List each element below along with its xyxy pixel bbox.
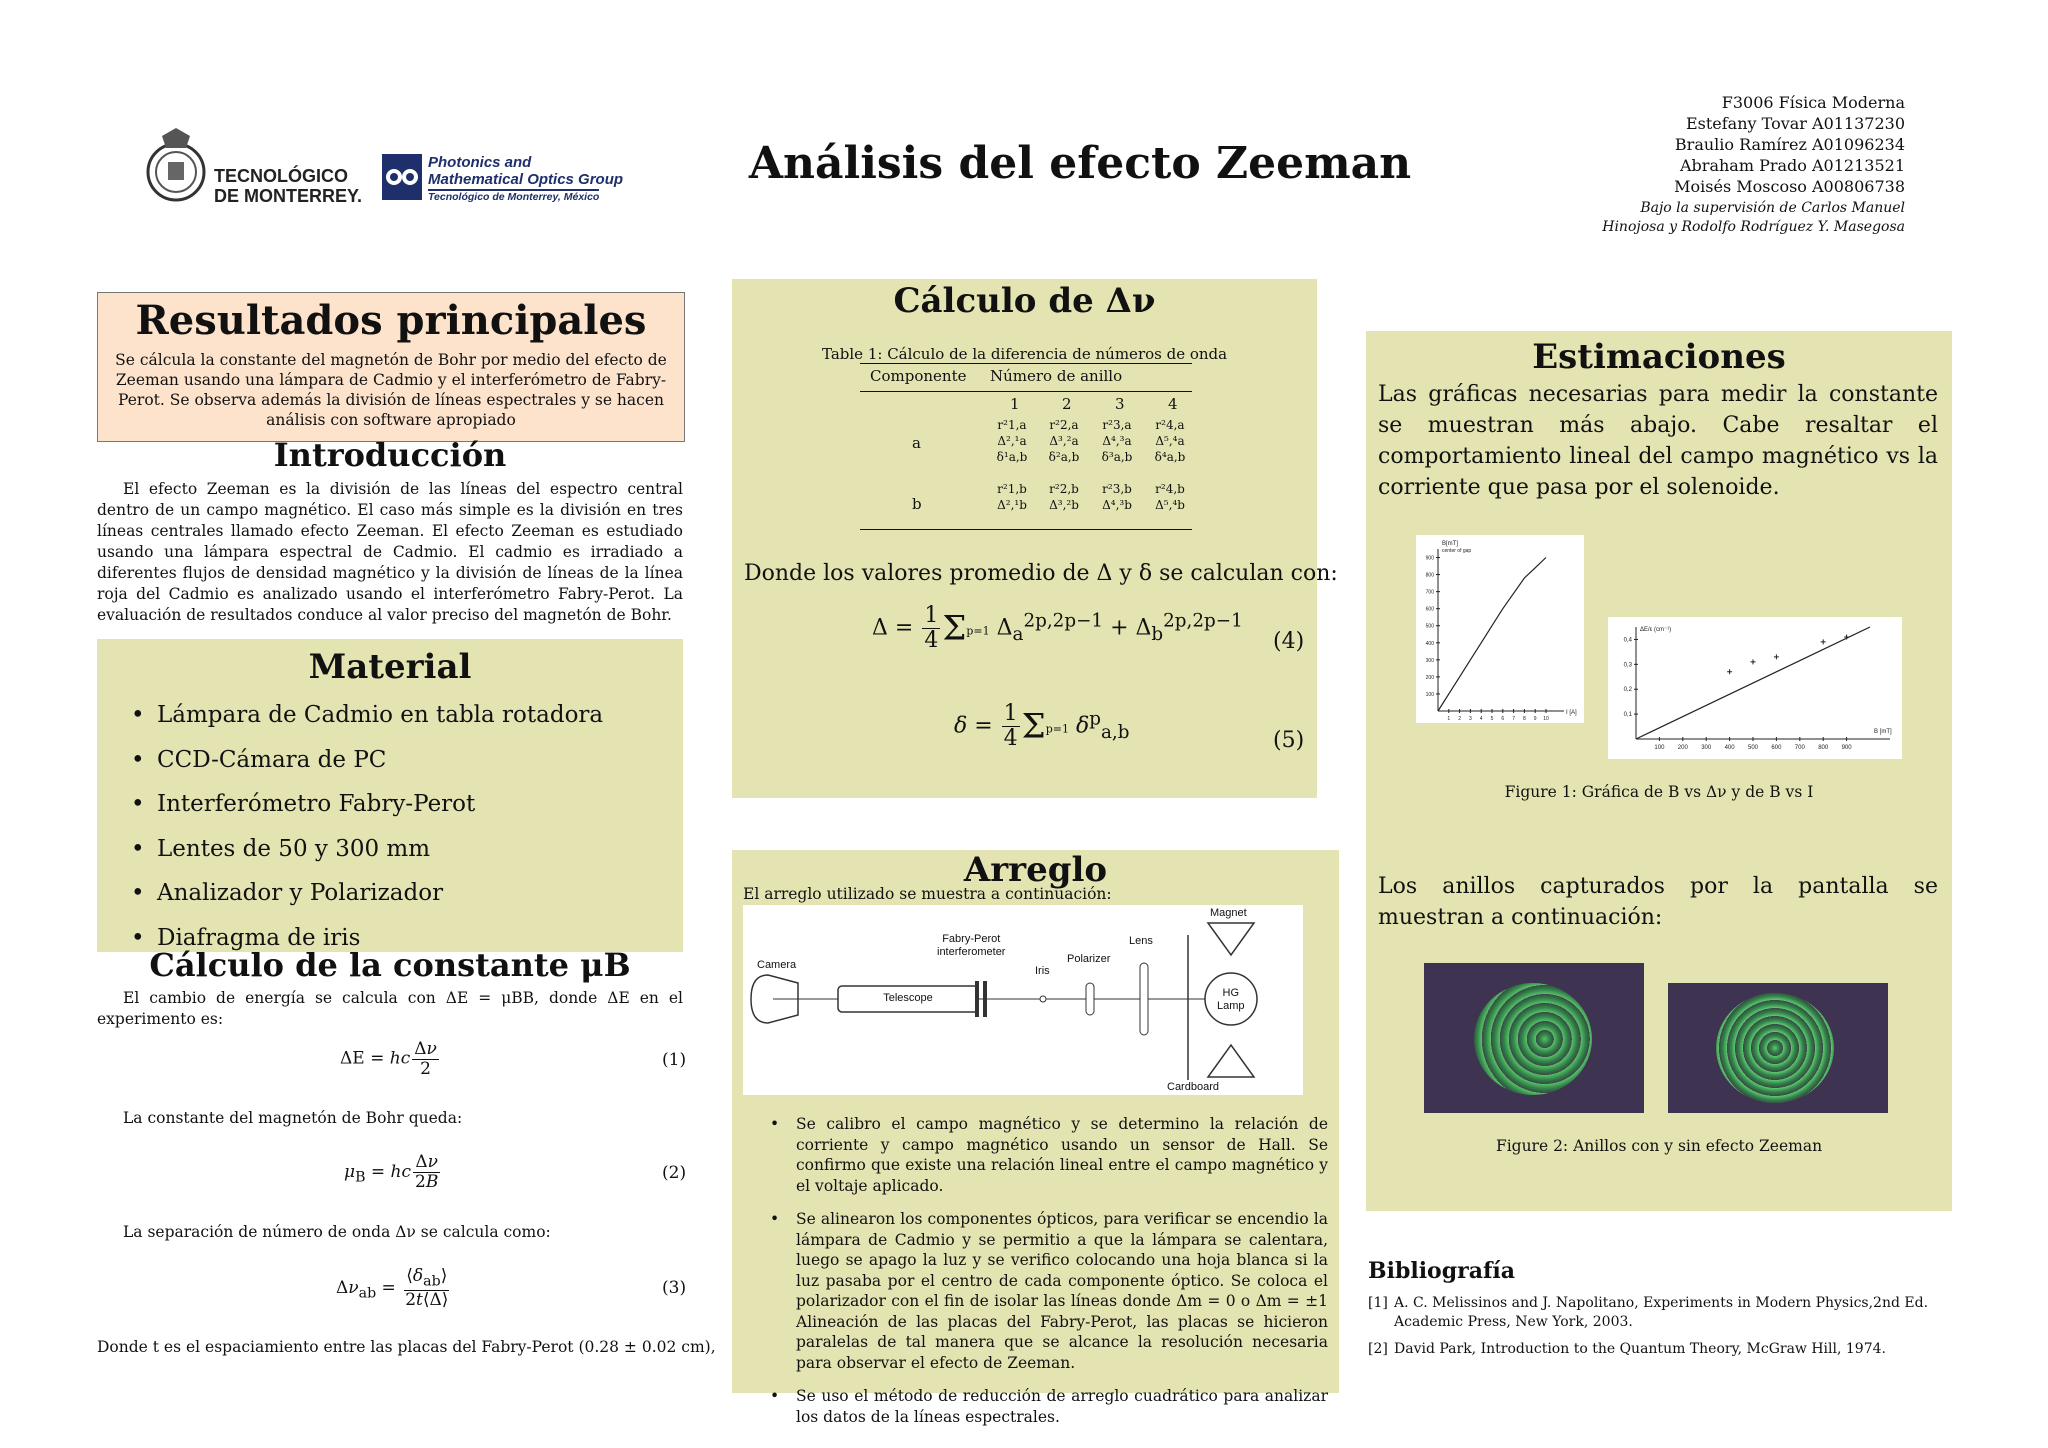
author-line: Moisés Moscoso A00806738 [1674, 177, 1905, 196]
reference-text: A. C. Melissinos and J. Napolitano, Experiments in Modern Physics,2nd Ed. Academic Press, New York, 2003. [1394, 1295, 1929, 1330]
photonics-logo [380, 152, 624, 208]
data-point [1727, 669, 1732, 674]
label-lamp: HG Lamp [1217, 987, 1245, 1012]
author-line: F3006 Física Moderna [1721, 93, 1905, 112]
list-item: • CCD-Cámara de PC [131, 738, 683, 783]
introduccion-title: Introducción [273, 436, 507, 474]
material-panel [97, 639, 683, 952]
ring-image-no-zeeman [1668, 983, 1888, 1113]
ring-image-zeeman [1424, 963, 1644, 1113]
ring-number: 2 [1062, 395, 1072, 413]
authors-block [1602, 92, 1905, 237]
label-magnet: Magnet [1210, 907, 1247, 919]
label-polarizer: Polarizer [1067, 953, 1111, 965]
list-item: • Diafragma de iris [131, 916, 683, 961]
row-label-b: b [912, 495, 922, 513]
x-tick-label: 900 [1841, 745, 1852, 751]
iris-icon [1040, 996, 1046, 1002]
list-item: • Lámpara de Cadmio en tabla rotadora [131, 693, 683, 738]
data-point [1774, 654, 1779, 659]
label-camera: Camera [757, 959, 797, 971]
delta-nu-title: Cálculo de Δν [893, 281, 1156, 321]
y-tick-label: 0,1 [1623, 712, 1632, 719]
equation-2: $\mu_B$ = hc $\frac{\Delta\nu}{2B}$ [344, 1152, 439, 1192]
constante-title: Cálculo de la constante μB [149, 946, 631, 984]
x-tick-label: 500 [1747, 745, 1759, 751]
bibliografia-title: Bibliografía [1368, 1258, 1516, 1284]
photonics-line3: Tecnológico de Monterrey, México [428, 191, 600, 203]
ring-number: 4 [1168, 395, 1178, 413]
table-cell: r²4,b Δ⁵,⁴b [1155, 482, 1185, 512]
bibliografia-list [1368, 1294, 1953, 1359]
list-item: • Lentes de 50 y 300 mm [131, 827, 683, 872]
table-caption: Table 1: Cálculo de la diferencia de números de onda [822, 345, 1228, 363]
delta-nu-panel [732, 279, 1338, 798]
equation-1-number: (1) [662, 1050, 687, 1070]
label-telescope: Telescope [883, 992, 933, 1004]
y-tick-label: 300 [1425, 657, 1434, 664]
tec-seal-icon [142, 126, 212, 210]
y-axis-label: ΔE/ε (cm⁻¹) [1640, 627, 1672, 633]
col-componente: Componente [870, 367, 967, 385]
x-axis-label: I [A] [1566, 710, 1577, 716]
page-title: Análisis del efecto Zeeman [748, 138, 1412, 189]
table-cell: r²1,a Δ²,¹a δ¹a,b [996, 418, 1028, 464]
data-point [1821, 639, 1826, 644]
y-tick-label: 100 [1425, 691, 1434, 698]
y-tick-label: 0,4 [1623, 637, 1632, 644]
y-tick-label: 800 [1425, 572, 1434, 579]
list-item: • Analizador y Polarizador [131, 871, 683, 916]
resultados-title: Resultados principales [135, 297, 647, 344]
constante-text2: La constante del magnetón de Bohr queda: [123, 1109, 463, 1127]
fit-line [1636, 627, 1870, 739]
y-tick-label: 200 [1425, 674, 1434, 681]
y-tick-label: 400 [1425, 640, 1434, 647]
equation-4-number: (4) [1273, 629, 1305, 654]
constante-intro: El cambio de energía se calcula con ΔE = μBB, donde ΔE en el experimento es: [97, 989, 683, 1028]
photonics-line1: Photonics and [428, 154, 532, 171]
graph-b-vs-i [1416, 535, 1584, 723]
material-title: Material [308, 647, 472, 687]
equation-1: ΔE = hc $\frac{\Delta\nu}{2}$ [340, 1039, 437, 1079]
x-tick-label: 8 [1523, 716, 1526, 722]
x-tick-label: 800 [1818, 745, 1829, 751]
x-tick-label: 6 [1501, 716, 1505, 722]
x-tick-label: 600 [1771, 745, 1782, 751]
y-tick-label: 600 [1425, 606, 1434, 613]
table-cell: r²2,b Δ³,²b [1049, 482, 1079, 512]
graph-de-vs-b [1608, 617, 1902, 759]
constante-text4: Donde t es el espaciamiento entre las placas del Fabry-Perot (0.28 ± 0.02 cm), [97, 1338, 716, 1356]
x-tick-label: 700 [1794, 745, 1805, 751]
data-point [1751, 659, 1756, 664]
lens-icon [1140, 963, 1148, 1035]
y-tick-label: 0,2 [1623, 687, 1632, 694]
arreglo-title: Arreglo [963, 850, 1108, 890]
resultados-text: Se cálcula la constante del magnetón de Bohr por medio del efecto de Zeeman usando una lámpara de Cadmio y el interferómetro de Fabry-Perot. Se observa además la división de líneas espectrales y se hacen análisis con software apropiado [115, 351, 667, 429]
introduccion-text: El efecto Zeeman es la división de las líneas del espectro central dentro de un campo magnético. El caso más simple es la división en tres líneas centrales llamado efecto Zeeman. El efecto Zeeman es estudiado usando una lámpara espectral de Cadmio. El cadmio es irradiado a diferentes flujos de densidad magnético y la división de líneas de la línea roja del Cadmio es analizado usando el interferómetro Fabry-Perot. La evaluación de resultados conduce al valor preciso del magnetón de Bohr. [97, 480, 683, 624]
setup-diagram [743, 905, 1303, 1095]
reference-num: [1] [1368, 1295, 1388, 1311]
reference-num: [2] [1368, 1341, 1388, 1357]
author-line: Estefany Tovar A01137230 [1685, 114, 1905, 133]
delta-nu-text: Donde los valores promedio de Δ y δ se calculan con: [744, 561, 1338, 586]
equation-5: δ = $\frac{1}{4}$ Σp=1 $\delta^p_{a,b}$ [954, 701, 1130, 752]
y-tick-label: 0,3 [1623, 662, 1632, 669]
polarizer-icon [1086, 983, 1094, 1015]
y-tick-label: 500 [1425, 623, 1434, 630]
x-tick-label: 9 [1533, 716, 1537, 722]
series-line [1438, 558, 1546, 712]
estimaciones-panel [1366, 331, 1952, 1211]
supervision-line: Bajo la supervisión de Carlos Manuel [1640, 200, 1905, 216]
x-tick-label: 100 [1654, 745, 1665, 751]
x-tick-label: 5 [1490, 716, 1494, 722]
reference [1368, 1294, 1953, 1332]
label-lens: Lens [1129, 935, 1153, 947]
table-cell: r²1,b Δ²,¹b [997, 482, 1027, 512]
y-axis-label: B[mT] [1442, 541, 1458, 547]
equation-2-number: (2) [662, 1163, 687, 1183]
reference [1368, 1340, 1953, 1359]
table-cell: r²4,a Δ⁵,⁴a δ⁴a,b [1154, 418, 1186, 464]
x-axis-label: B [mT] [1874, 729, 1892, 735]
resultados-box [97, 292, 685, 442]
table-cell: r²3,b Δ⁴,³b [1102, 482, 1132, 512]
material-list [131, 693, 683, 960]
x-tick-label: 400 [1724, 745, 1735, 751]
photonics-line2: Mathematical Optics Group [428, 171, 624, 188]
table-cell: r²3,a Δ⁴,³a δ³a,b [1101, 418, 1133, 464]
x-tick-label: 4 [1479, 716, 1483, 722]
y-axis-sublabel: center of gap [1442, 548, 1472, 554]
magnet-icon [1208, 923, 1254, 955]
reference-text: David Park, Introduction to the Quantum Theory, McGraw Hill, 1974. [1394, 1341, 1886, 1357]
arreglo-intro: El arreglo utilizado se muestra a continuación: [743, 885, 1112, 903]
equation-5-number: (5) [1273, 728, 1305, 753]
list-item: • Se alinearon los componentes ópticos, para verificar se encendio la lámpara de Cadmio y se permitio a que la lámpara se calentara, luego se apago la luz y se verifico colocando una hoja blanca si la luz pasaba por el centro de cada componente óptico. Se coloca el polarizador con el fin de isolar las líneas donde Δm = 0 o Δm = ±1 Alineación de las placas del Fabry-Perot, las placas se hicieron paralelas de tal manera que se alcance la resolución necesaria para observar el efecto de Zeeman. [770, 1209, 1328, 1373]
y-tick-label: 900 [1425, 555, 1434, 562]
col-anillo: Número de anillo [990, 367, 1123, 385]
estimaciones-text2: Los anillos capturados por la pantalla se muestran a continuación: [1378, 874, 1938, 930]
tec-logo [142, 126, 382, 210]
list-item: • Interferómetro Fabry-Perot [131, 782, 683, 827]
list-item: • Se uso el método de reducción de arreglo cuadrático para analizar los datos de la líneas espectrales. [770, 1386, 1328, 1427]
x-tick-label: 1 [1447, 716, 1451, 722]
x-tick-label: 300 [1701, 745, 1712, 751]
label-fp: Fabry-Perot interferometer [937, 933, 1006, 958]
constante-text3: La separación de número de onda Δν se calcula como: [123, 1223, 551, 1241]
author-line: Abraham Prado A01213521 [1680, 156, 1905, 175]
label-cardboard: Cardboard [1167, 1081, 1219, 1093]
estimaciones-text: Las gráficas necesarias para medir la constante se muestran más abajo. Cabe resaltar el comportamiento lineal del campo magnético vs la corriente que pasa por el solenoide. [1378, 382, 1938, 500]
y-tick-label: 700 [1425, 589, 1434, 596]
ring-number: 1 [1010, 395, 1020, 413]
equation-3-number: (3) [662, 1278, 687, 1298]
fig2-caption: Figure 2: Anillos con y sin efecto Zeeman [1495, 1137, 1823, 1155]
author-line: Braulio Ramírez A01096234 [1674, 135, 1905, 154]
ring-number: 3 [1115, 395, 1125, 413]
list-item: • Se calibro el campo magnético y se determino la relación de corriente y campo magnético usando un sensor de Hall. Se confirmo que existe una relación lineal entre el campo magnético y el voltaje aplicado. [770, 1114, 1328, 1196]
arreglo-list [770, 1114, 1328, 1427]
row-label-a: a [912, 434, 921, 452]
supervision-line: Hinojosa y Rodolfo Rodríguez Y. Masegosa [1602, 219, 1905, 235]
fig1-caption: Figure 1: Gráfica de B vs Δν y de B vs I [1504, 783, 1814, 801]
photonics-emblem-icon [380, 152, 424, 202]
x-tick-label: 7 [1512, 716, 1515, 722]
arreglo-panel [732, 850, 1339, 1426]
x-tick-label: 3 [1469, 716, 1472, 722]
x-tick-label: 10 [1543, 716, 1549, 722]
tec-logo-text: TECNOLÓGICO DE MONTERREY. [214, 166, 363, 206]
equation-4: Δ = $\frac{1}{4}$ Σp=1 $\Delta_a^{2p,2p-1} + \Delta_b^{2p,2p-1}$ [872, 603, 1243, 654]
table-cell: r²2,a Δ³,²a δ²a,b [1048, 418, 1080, 464]
x-tick-label: 200 [1677, 745, 1688, 751]
x-tick-label: 2 [1458, 716, 1461, 722]
label-iris: Iris [1035, 965, 1050, 977]
equation-3: $\Delta\nu_{ab}$ = $\frac{⟨\delta_{ab}⟩}{2t⟨\Delta⟩}$ [336, 1266, 449, 1310]
estimaciones-title: Estimaciones [1532, 337, 1786, 377]
